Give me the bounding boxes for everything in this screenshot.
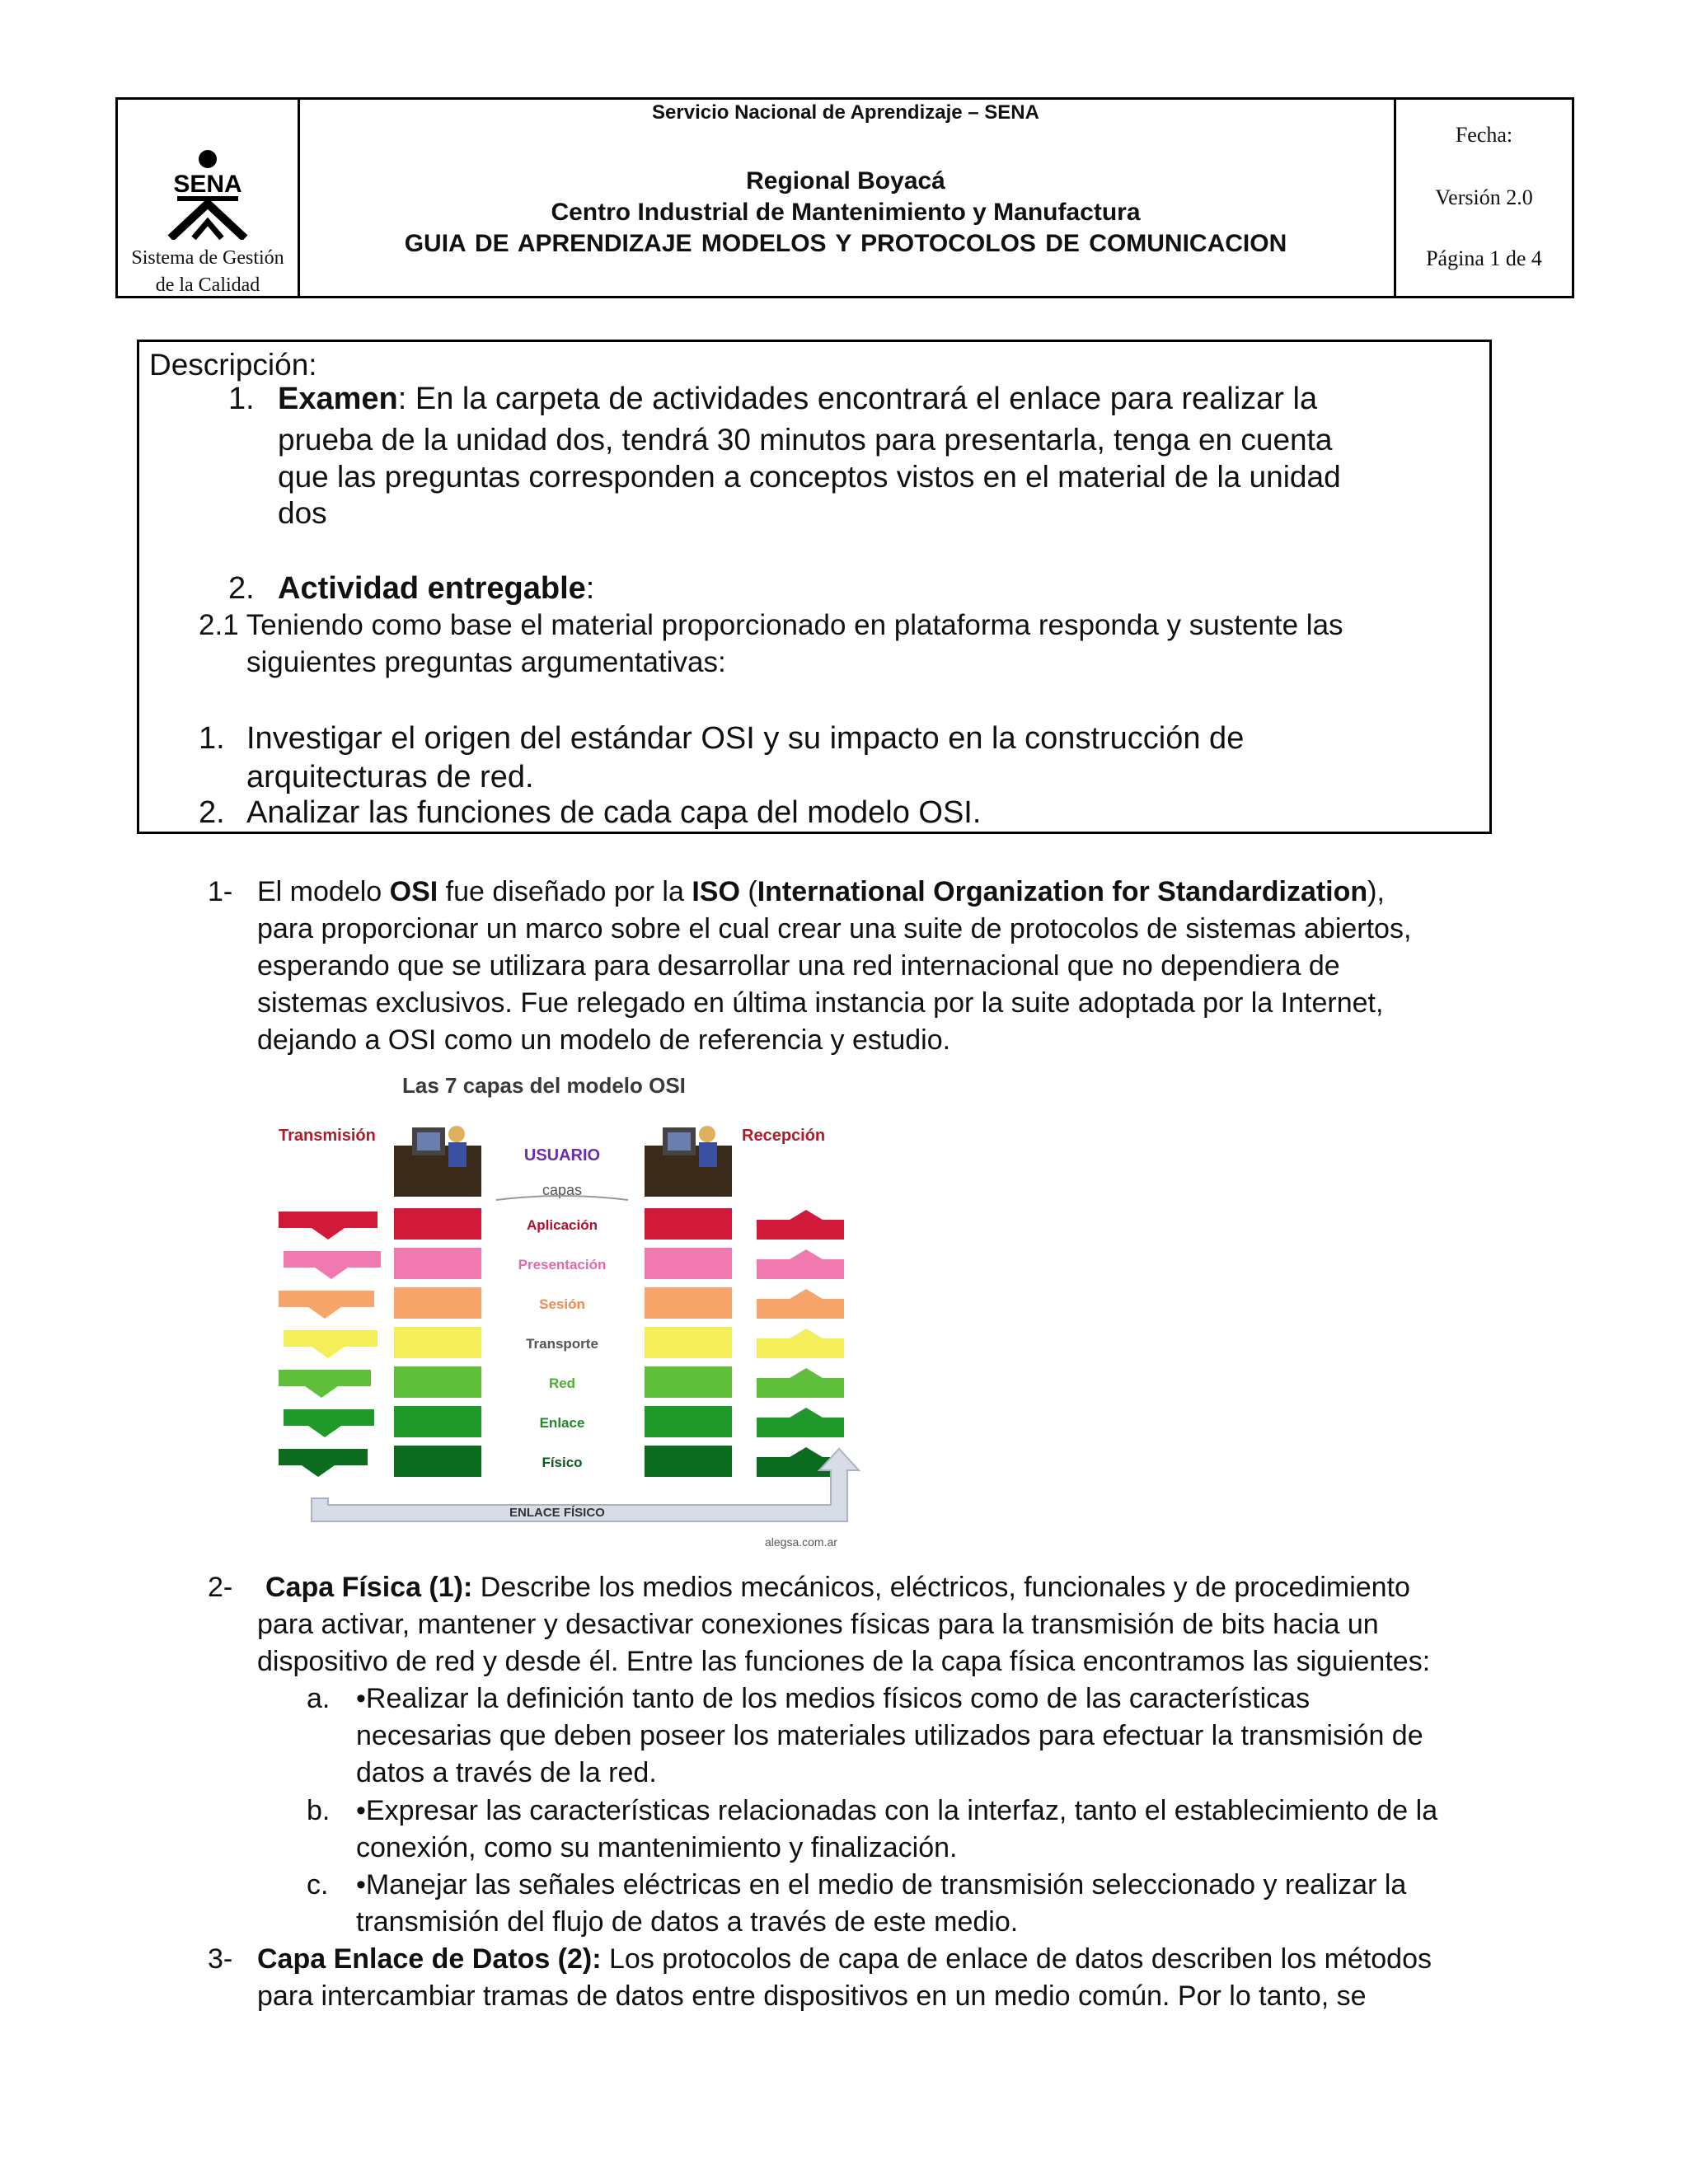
para1-text-a: El modelo (257, 876, 390, 907)
para3-number: 3- (208, 1943, 233, 1975)
subitem-line2: siguientes preguntas argumentativas: (246, 646, 726, 678)
para2-heading: Capa Física (1): (265, 1572, 473, 1603)
center-name: Centro Industrial de Mantenimiento y Manufactura (551, 199, 1141, 226)
para1-iso: ISO (692, 876, 740, 907)
item-a-line1: •Realizar la definición tanto de los medios físicos como de las características (356, 1683, 1311, 1714)
layer-label-presentacion: Presentación (518, 1257, 607, 1272)
description-box (137, 340, 1492, 834)
item2-line (278, 571, 594, 607)
header-title-cell (298, 100, 1511, 296)
para1-line4: sistemas exclusivos. Fue relegado en última instancia por la suite adoptada por la Internet, (257, 987, 1384, 1019)
left-user-computer-icon (394, 1126, 481, 1197)
left-layer-block-aplicacion (394, 1208, 481, 1240)
reception-arrow-aplicacion (757, 1210, 844, 1240)
para3-line1 (257, 1943, 1432, 1975)
question1-line1: Investigar el origen del estándar OSI y su impacto en la construcción de (246, 721, 1245, 756)
right-layer-block-presentacion (645, 1248, 732, 1279)
logo-cell (118, 100, 300, 296)
para2-text: Describe los medios mecánicos, eléctricos, funcionales y de procedimiento (472, 1572, 1410, 1603)
para3-heading: Capa Enlace de Datos (2): (257, 1943, 602, 1975)
para1-line3: esperando que se utilizara para desarrollar una red internacional que no dependiera de (257, 950, 1340, 982)
transmission-label: Transmisión (279, 1127, 376, 1145)
para1-line2: para proporcionar un marco sobre el cual crear una suite de protocolos de sistemas abiertos, (257, 913, 1412, 944)
reception-arrow-sesion (757, 1289, 844, 1319)
question1-line2: arquitecturas de red. (246, 760, 534, 794)
para1-iso-full: International Organization for Standardization (757, 876, 1368, 907)
osi-layer-group (279, 1208, 844, 1477)
para1-paren: ( (739, 876, 757, 907)
item-b-label: b. (307, 1795, 331, 1826)
fecha-label: Fecha: (1455, 123, 1513, 147)
para2-line2: para activar, mantener y desactivar conexiones físicas para la transmisión de bits hacia un (257, 1609, 1379, 1640)
layer-label-transporte: Transporte (526, 1336, 598, 1352)
transmission-arrow-fisico (279, 1449, 368, 1477)
question2-line1: Analizar las funciones de cada capa del modelo OSI. (246, 795, 982, 830)
sena-logo-icon (152, 149, 263, 240)
transmission-arrow-red (279, 1370, 371, 1398)
layer-label-enlace: Enlace (539, 1415, 585, 1431)
para2-line1 (265, 1572, 1410, 1604)
sena-logo-text: SENA (173, 171, 242, 198)
reception-arrow-enlace (757, 1408, 844, 1437)
right-layer-block-aplicacion (645, 1208, 732, 1240)
item1-line4: dos (278, 496, 327, 530)
reception-label: Recepción (742, 1127, 826, 1145)
left-layer-block-transporte (394, 1327, 481, 1358)
transmission-arrow-presentacion (284, 1251, 381, 1279)
layer-label-aplicacion: Aplicación (527, 1217, 598, 1233)
para3-text: Los protocolos de capa de enlace de datos describen los métodos (601, 1943, 1432, 1975)
layer-label-red: Red (548, 1376, 576, 1391)
left-layer-block-enlace (394, 1406, 481, 1437)
layer-label-sesion: Sesión (539, 1296, 585, 1312)
item-a-label: a. (307, 1683, 331, 1714)
osi-model-figure (262, 1070, 872, 1563)
right-layer-block-red (645, 1366, 732, 1398)
guide-title: GUIA DE APRENDIZAJE MODELOS Y PROTOCOLOS DE COMUNICACION (404, 230, 1287, 257)
reception-arrow-red (757, 1368, 844, 1398)
item-a-line2: necesarias que deben poseer los materiales utilizados para efectuar la transmisión de (356, 1720, 1423, 1751)
logo-caption-line1: Sistema de Gestión (131, 247, 284, 269)
transmission-arrow-aplicacion (279, 1212, 377, 1240)
item1-line3: que las preguntas corresponden a conceptos vistos en el material de la unidad (278, 460, 1341, 494)
para2-line3: dispositivo de red y desde él. Entre las funciones de la capa física encontramos las siguientes: (257, 1646, 1431, 1677)
subitem-line1: 2.1 Teniendo como base el material proporcionado en plataforma responda y sustente las (199, 609, 1343, 641)
regional-name: Regional Boyacá (746, 167, 945, 194)
osi-diagram (262, 1070, 872, 1563)
para2-number: 2- (208, 1572, 233, 1603)
left-layer-block-sesion (394, 1287, 481, 1319)
document-header (115, 97, 1574, 298)
layer-label-fisico: Físico (542, 1455, 583, 1470)
usuario-label: USUARIO (523, 1146, 601, 1165)
item-c-line2: transmisión del flujo de datos a través de este medio. (356, 1906, 1019, 1938)
transmission-arrow-sesion (279, 1291, 374, 1319)
item-c-label: c. (307, 1869, 329, 1900)
para1-line5: dejando a OSI como un modelo de referencia y estudio. (257, 1024, 951, 1056)
item2-number: 2. (228, 571, 255, 606)
physical-link-label: ENLACE FÍSICO (509, 1506, 605, 1520)
transmission-arrow-enlace (284, 1409, 374, 1437)
page-number-label: Página 1 de 4 (1426, 246, 1542, 270)
reception-arrow-presentacion (757, 1249, 844, 1279)
left-layer-block-red (394, 1366, 481, 1398)
logo-caption (118, 245, 298, 299)
para1-paren-close: ), (1367, 876, 1385, 907)
question1-number: 1. (199, 721, 225, 756)
item1-line2: prueba de la unidad dos, tendrá 30 minutos para presentarla, tenga en cuenta (278, 423, 1333, 457)
left-layer-block-fisico (394, 1446, 481, 1477)
para1-text-c: fue diseñado por la (438, 876, 692, 907)
item1-line1 (278, 382, 1317, 417)
item-a-line3: datos a través de la red. (356, 1757, 657, 1788)
right-layer-block-transporte (645, 1327, 732, 1358)
item-b-line2: conexión, como su mantenimiento y finalización. (356, 1832, 958, 1863)
figure-source: alegsa.com.ar (765, 1535, 837, 1549)
item1-number: 1. (228, 382, 255, 416)
reception-arrow-transporte (757, 1329, 844, 1358)
item2-colon: : (585, 571, 595, 606)
item-b-line1: •Expresar las características relacionadas con la interfaz, tanto el establecimiento de la (356, 1795, 1438, 1826)
para1-number: 1- (208, 876, 233, 907)
transmission-arrow-transporte (284, 1330, 377, 1358)
item1-text: : En la carpeta de actividades encontrará el enlace para realizar la (397, 382, 1318, 416)
para1-osi: OSI (389, 876, 438, 907)
para1-line1 (257, 876, 1385, 908)
figure-title: Las 7 capas del modelo OSI (402, 1073, 686, 1098)
capas-label: capas (542, 1182, 583, 1198)
version-label: Versión 2.0 (1435, 185, 1533, 209)
description-heading: Descripción: (149, 348, 317, 382)
organization-name: Servicio Nacional de Aprendizaje – SENA (652, 101, 1039, 124)
left-layer-block-presentacion (394, 1248, 481, 1279)
right-layer-block-sesion (645, 1287, 732, 1319)
item1-bold: Examen (278, 382, 398, 416)
item2-bold: Actividad entregable (278, 571, 586, 606)
right-layer-block-enlace (645, 1406, 732, 1437)
right-user-computer-icon (645, 1126, 732, 1197)
para3-line2: para intercambiar tramas de datos entre dispositivos en un medio común. Por lo tanto, se (257, 1980, 1367, 2012)
question2-number: 2. (199, 795, 225, 830)
logo-caption-line2: de la Calidad (155, 274, 260, 296)
item-c-line1: •Manejar las señales eléctricas en el medio de transmisión seleccionado y realizar la (356, 1869, 1407, 1900)
right-layer-block-fisico (645, 1446, 732, 1477)
